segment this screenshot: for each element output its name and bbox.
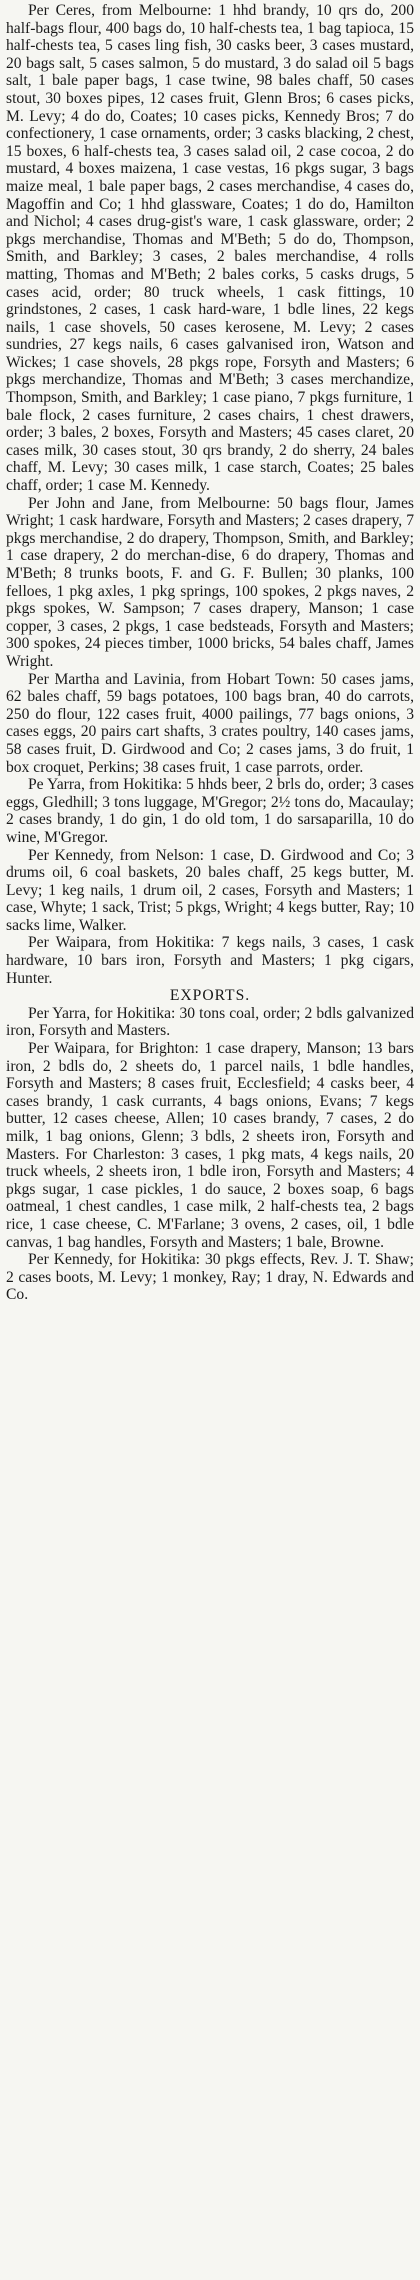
import-entry-waipara: Per Waipara, from Hokitika: 7 kegs nails, 3 cases, 1 cask hardware, 10 bars iron, Forsyth and Masters; 1 pkg cigars, Hunter. xyxy=(6,934,414,987)
export-entry-kennedy: Per Kennedy, for Hokitika: 30 pkgs effects, Rev. J. T. Shaw; 2 cases boots, M. Levy; 1 monkey, Ray; 1 dray, N. Edwards and Co. xyxy=(6,1251,414,1304)
import-entry-martha-and-lavinia: Per Martha and Lavinia, from Hobart Town: 50 cases jams, 62 bales chaff, 59 bags potatoes, 100 bags bran, 40 do carrots, 250 do flour, 122 cases fruit, 4000 pailings, 77 bags onions, 3 cases eggs, 20 pairs cart shafts, 3 crates poultry, 140 cases jams, 58 cases fruit, D. Girdwood and Co; 2 cases jams, 3 do fruit, 1 box croquet, Perkins; 38 cases fruit, 1 case parrots, order. xyxy=(6,670,414,776)
import-entry-ceres: Per Ceres, from Melbourne: 1 hhd brandy, 10 qrs do, 200 half-bags flour, 400 bags do, 10 half-chests tea, 1 bag tapioca, 15 half-chests tea, 5 cases ling fish, 30 casks beer, 3 cases mustard, 20 bags salt, 5 cases salmon, 5 do mustard, 3 do salad oil 5 bags salt, 1 bale paper bags, 1 case twine, 98 bales chaff, 50 cases stout, 30 boxes pipes, 12 cases fruit, Glenn Bros; 6 cases picks, M. Levy; 4 do do, Coates; 10 cases picks, Kennedy Bros; 7 do confectionery, 1 case ornaments, order; 3 casks blacking, 2 chest, 15 boxes, 6 half-chests tea, 3 cases salad oil, 2 case cocoa, 2 do mustard, 4 boxes maizena, 1 case vestas, 16 pkgs sugar, 3 bags maize meal, 1 bale paper bags, 2 cases merchandise, 4 cases do, Magoffin and Co; 1 hhd glassware, Coates; 1 do do, Hamilton and Nichol; 4 cases drug-gist's ware, 1 cask glassware, order; 2 pkgs merchandise, Thomas and M'Beth; 5 do do, Thompson, Smith, and Barkley; 3 cases, 2 bales merchandise, 4 rolls matting, Thomas and M'Beth; 2 bales corks, 5 casks drugs, 5 cases acid, order; 80 truck wheels, 1 cask fittings, 10 grindstones, 2 cases, 1 cask hard-ware, 1 bdle lines, 22 kegs nails, 1 case shovels, 50 cases kerosene, M. Levy; 2 cases sundries, 27 kegs nails, 6 cases galvanised iron, Watson and Wickes; 1 case shovels, 28 pkgs rope, Forsyth and Masters; 6 pkgs merchandize, Thomas and M'Beth; 3 cases merchandize, Thompson, Smith, and Barkley; 1 case piano, 7 pkgs furniture, 1 bale flock, 2 cases furniture, 2 cases chairs, 1 chest drawers, order; 3 bales, 2 boxes, Forsyth and Masters; 45 cases claret, 20 cases milk, 30 cases stout, 30 qrs brandy, 2 do sherry, 24 bales chaff, M. Levy; 30 cases milk, 1 case starch, Coates; 25 bales chaff, order; 1 case M. Kennedy. xyxy=(6,2,414,495)
export-entry-waipara: Per Waipara, for Brighton: 1 case drapery, Manson; 13 bars iron, 2 bdls do, 2 sheets do, 1 parcel nails, 1 bdle handles, Forsyth and Masters; 8 cases fruit, Ecclesfield; 4 casks beer, 4 cases brandy, 1 cask currants, 4 bags onions, Evans; 7 kegs butter, 12 cases cheese, Allen; 10 cases brandy, 7 cases, 2 do milk, 1 bag onions, Glenn; 3 bdls, 2 sheets iron, Forsyth and Masters. For Charleston: 3 cases, 1 pkg mats, 4 kegs nails, 20 truck wheels, 2 sheets iron, 1 bdle iron, Forsyth and Masters; 4 pkgs sugar, 1 case pickles, 1 do sauce, 2 boxes soap, 6 bags oatmeal, 1 chest candles, 1 case milk, 2 half-chests tea, 2 bags rice, 1 case cheese, C. M'Farlane; 3 ovens, 2 cases, oil, 1 bdle canvas, 1 bag handles, Forsyth and Masters; 1 bale, Browne. xyxy=(6,1040,414,1251)
import-entry-kennedy: Per Kennedy, from Nelson: 1 case, D. Girdwood and Co; 3 drums oil, 6 coal baskets, 20 bales chaff, 25 kegs butter, M. Levy; 1 keg nails, 1 drum oil, 2 cases, Forsyth and Masters; 1 case, Whyte; 1 sack, Trist; 5 pkgs, Wright; 4 kegs butter, Ray; 10 sacks lime, Walker. xyxy=(6,846,414,934)
export-entry-yarra: Per Yarra, for Hokitika: 30 tons coal, order; 2 bdls galvanized iron, Forsyth and Masters. xyxy=(6,1004,414,1040)
exports-heading: EXPORTS. xyxy=(169,987,251,1005)
import-entry-john-and-jane: Per John and Jane, from Melbourne: 50 bags flour, James Wright; 1 cask hardware, Forsyth and Masters; 2 cases drapery, 7 pkgs merchandise, 2 do drapery, Thompson, Smith, and Barkley; 1 case drapery, 2 do merchan-dise, 6 do drapery, Thomas and M'Beth; 8 trunks boots, F. and G. F. Bullen; 30 planks, 100 felloes, 1 pkg axles, 1 pkg springs, 100 spokes, 2 pkgs naves, 2 pkgs spokes, W. Sampson; 7 cases drapery, Manson; 1 case copper, 3 cases, 2 pkgs, 1 case bedsteads, Forsyth and Masters; 300 spokes, 24 pieces timber, 1000 bricks, 54 bales chaff, James Wright. xyxy=(6,494,414,670)
import-entry-yarra: Pe Yarra, from Hokitika: 5 hhds beer, 2 brls do, order; 3 cases eggs, Gledhill; 3 tons luggage, M'Gregor; 2½ tons do, Macaulay; 2 cases brandy, 1 do gin, 1 do old tom, 1 do sarsaparilla, 10 do wine, M'Gregor. xyxy=(6,776,414,846)
